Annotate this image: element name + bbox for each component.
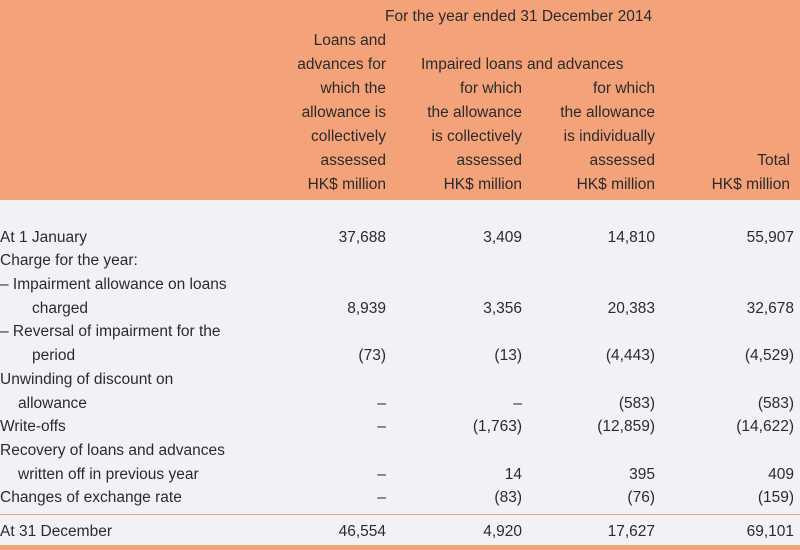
col2-header-line: assessed: [456, 152, 522, 169]
col3-header-line: for which: [592, 80, 655, 97]
col2-header-line: for which: [459, 80, 522, 97]
row-label: charged: [32, 300, 89, 317]
col2-header-line: HK$ million: [443, 176, 522, 193]
col4-header-line: Total: [757, 152, 790, 169]
row-label: period: [32, 347, 76, 364]
cell-total: (4,529): [744, 347, 794, 364]
bottom-rule: [0, 545, 800, 550]
cell-impaired-collective: 14: [504, 466, 522, 483]
row-label: Recovery of loans and advances: [0, 442, 225, 459]
cell-total: 55,907: [746, 229, 794, 246]
cell-collective-loans: (73): [358, 347, 386, 364]
cell-total: 32,678: [746, 300, 794, 317]
col3-header-line: assessed: [589, 152, 655, 169]
cell-impaired-collective: 3,409: [483, 229, 522, 246]
cell-impaired-individual: 17,627: [607, 523, 655, 540]
cell-impaired-individual: (583): [618, 395, 655, 412]
cell-impaired-collective: (1,763): [472, 418, 522, 435]
cell-collective-loans: –: [377, 489, 386, 506]
row-label: Charge for the year:: [0, 252, 138, 269]
col3-header-line: HK$ million: [576, 176, 655, 193]
row-label: Write-offs: [0, 418, 66, 435]
row-label: written off in previous year: [18, 466, 199, 483]
cell-collective-loans: –: [377, 418, 386, 435]
period-heading: For the year ended 31 December 2014: [385, 8, 653, 25]
row-label: allowance: [18, 395, 87, 412]
col1-header-line: advances for: [297, 56, 386, 73]
col3-header-line: is individually: [563, 128, 655, 145]
cell-total: (14,622): [736, 418, 794, 435]
cell-impaired-collective: 3,356: [483, 300, 522, 317]
col4-header-line: HK$ million: [711, 176, 790, 193]
cell-impaired-individual: (4,443): [605, 347, 655, 364]
row-label: – Reversal of impairment for the: [0, 323, 221, 340]
cell-impaired-individual: 395: [629, 466, 655, 483]
col2-header-line: is collectively: [431, 128, 522, 145]
table-header: [0, 0, 800, 200]
row-label: At 31 December: [0, 523, 112, 540]
cell-impaired-collective: (13): [494, 347, 522, 364]
cell-impaired-individual: (12,859): [597, 418, 655, 435]
col3-header-line: the allowance: [560, 104, 655, 121]
cell-collective-loans: 46,554: [338, 523, 386, 540]
cell-impaired-individual: 14,810: [607, 229, 655, 246]
cell-total: 69,101: [746, 523, 794, 540]
cell-total: (583): [757, 395, 794, 412]
cell-impaired-collective: (83): [494, 489, 522, 506]
col1-header-line: allowance is: [301, 104, 386, 121]
col2-header-line: the allowance: [427, 104, 522, 121]
col1-header-line: assessed: [320, 152, 386, 169]
impaired-group-heading: Impaired loans and advances: [421, 56, 624, 73]
cell-total: (159): [757, 489, 794, 506]
cell-total: 409: [768, 466, 794, 483]
row-label: Changes of exchange rate: [0, 489, 182, 506]
cell-collective-loans: 37,688: [338, 229, 386, 246]
col1-header-line: Loans and: [313, 32, 386, 49]
cell-collective-loans: 8,939: [347, 300, 386, 317]
cell-impaired-collective: –: [513, 395, 522, 412]
row-label: At 1 January: [0, 229, 88, 246]
cell-collective-loans: –: [377, 466, 386, 483]
cell-impaired-collective: 4,920: [483, 523, 522, 540]
row-label: Unwinding of discount on: [0, 371, 174, 388]
cell-impaired-individual: (76): [627, 489, 655, 506]
col1-header-line: collectively: [311, 128, 386, 145]
col1-header-line: HK$ million: [307, 176, 386, 193]
col1-header-line: which the: [320, 80, 386, 97]
row-divider: [0, 514, 800, 515]
row-label: – Impairment allowance on loans: [0, 276, 227, 293]
cell-collective-loans: –: [377, 395, 386, 412]
cell-impaired-individual: 20,383: [607, 300, 655, 317]
